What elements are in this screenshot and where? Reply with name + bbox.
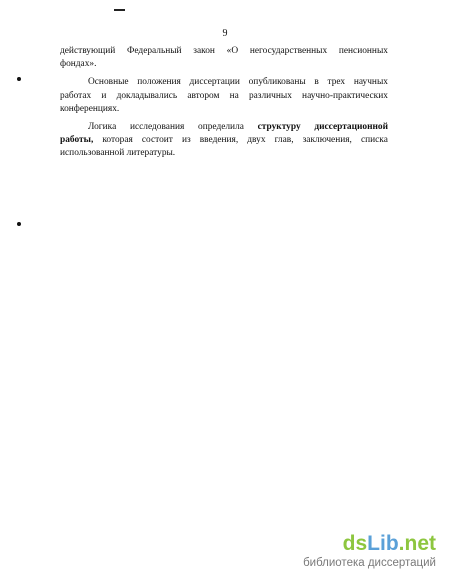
text-line [60,103,388,116]
word: состоит [141,135,173,146]
bold-word: работы, [60,135,94,146]
word: автором [187,90,220,101]
word: определила [198,122,244,133]
body-text [60,45,388,161]
margin-dot [17,222,21,226]
word: диссертации [189,77,240,88]
word: различных [248,90,292,101]
word: опубликованы [248,77,306,88]
word: использованной литературы. [60,148,176,159]
word: действующий [60,46,116,56]
text-line [60,147,388,160]
bold-word: диссертационной [314,122,388,133]
text-line [60,90,388,103]
word: которая [102,135,133,146]
word: глав, [274,135,294,146]
word: работах [60,90,92,101]
text-line [60,58,388,71]
word: введения, [199,135,239,146]
word: негосударственных [249,46,328,56]
word: Логика [88,122,117,133]
text-line [60,134,388,147]
text-line [60,76,388,89]
word: двух [247,135,266,146]
text-line [60,45,388,58]
word: Федеральный [126,46,182,56]
word: конференциях. [60,103,120,114]
word: заключения, [302,135,352,146]
bold-word: структуру [257,122,301,133]
dslib-tagline: библиотека диссертаций [303,557,436,569]
word: «О [226,46,239,56]
word: списка [360,135,388,146]
word: пенсионных [338,46,388,56]
word: научно-практических [302,90,388,101]
word: на [229,90,239,101]
text-line [60,121,388,134]
word: Основные [88,77,129,88]
word: трех [327,77,346,88]
word: в [314,77,319,88]
word: фондах». [60,59,97,70]
word: исследования [129,122,185,133]
scan-artifact-mark [114,9,125,11]
margin-dot [17,77,21,81]
dslib-watermark [303,533,436,570]
word: и [101,90,107,101]
word: положения [137,77,181,88]
word: докладывались [116,90,178,101]
word: научных [353,77,388,88]
word: из [181,135,191,146]
word: закон [193,46,215,56]
dslib-logo: dsLib.net [342,532,436,555]
page-number: 9 [222,28,228,39]
